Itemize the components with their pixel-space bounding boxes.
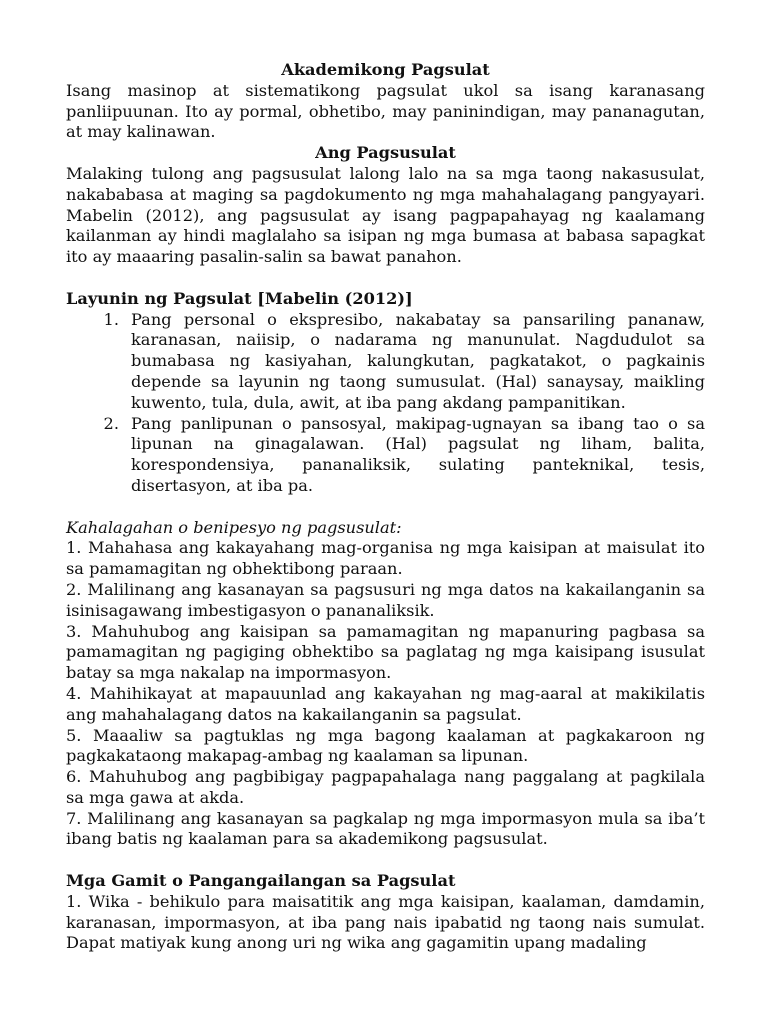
spacer	[66, 268, 705, 289]
kahalagahan-item: 5. Maaaliw sa pagtuklas ng mga bagong kaalaman at pagkakaroon ng pagkakataong makapag-ambag ng kaalaman sa lipunan.	[66, 725, 705, 766]
kahalagahan-item: 2. Malilinang ang kasanayan sa pagsusuri ng mga datos na kakailanganin sa isinisagawang imbestigasyon o pananaliksik.	[66, 579, 705, 620]
kahalagahan-item: 1. Mahahasa ang kakayahang mag-organisa ng mga kaisipan at maisulat ito sa pamamagitan ng obhektibong paraan.	[66, 538, 705, 579]
kahalagahan-heading: Kahalagahan o benipesyo ng pagsusulat:	[66, 517, 402, 537]
kahalagahan-item: 4. Mahihikayat at mapauunlad ang kakayahan ng mag-aaral at makikilatis ang mahahalagang datos na kakailanganin sa pagsulat.	[66, 683, 705, 724]
kahalagahan-item: 3. Mahuhubog ang kaisipan sa pamamagitan ng mapanuring pagbasa sa pamamagitan ng pagiging obhektibo sa paglatag ng mga kaisipang isusulat batay sa mga nakalap na impormasyon.	[66, 621, 705, 683]
list-item	[66, 414, 705, 497]
list-item-number: 1.	[103, 309, 119, 329]
list-item-text: Pang personal o ekspresibo, nakabatay sa pansariling pananaw, karanasan, naiisip, o nadarama ng manunulat. Nagdudulot sa bumabasa ng kasiyahan, kalungkutan, pagkatakot, o pagkainis depende sa layunin ng taong sumusulat. (Hal) sanaysay, maikling kuwento, tula, dula, awit, at iba pang akdang pampanitikan.	[131, 309, 705, 412]
intro-paragraph: Isang masinop at sistematikong pagsulat ukol sa isang karanasang panliipuunan. Ito ay pormal, obhetibo, may paninindigan, may pananagutan, at may kalinawan.	[66, 80, 705, 142]
list-item-text: Pang panlipunan o pansosyal, makipag-ugnayan sa ibang tao o sa lipunan na ginagalawan. (Hal) pagsulat ng liham, balita, korespondensiya, pananaliksik, sulating panteknikal, tesis, disertasyon, at iba pa.	[131, 413, 705, 495]
list-item-number: 2.	[103, 413, 119, 433]
section-title-pagsusulat: Ang Pagsusulat	[315, 143, 456, 163]
layunin-list	[66, 310, 705, 497]
kahalagahan-item: 6. Mahuhubog ang pagbibigay pagpapahalaga nang paggalang at pagkilala sa mga gawa at akda.	[66, 767, 705, 807]
gamit-heading: Mga Gamit o Pangangailangan sa Pagsulat	[66, 871, 456, 891]
layunin-heading: Layunin ng Pagsulat [Mabelin (2012)]	[66, 288, 413, 308]
list-item	[66, 310, 705, 414]
gamit-item: 1. Wika - behikulo para maisatitik ang mga kaisipan, kaalaman, damdamin, karanasan, impormasyon, at iba pang nais ipabatid ng taong nais sumulat. Dapat matiyak kung anong uri ng wika ang gagamitin upang madaling	[66, 891, 705, 953]
spacer	[66, 497, 705, 518]
pagsusulat-paragraph: Malaking tulong ang pagsusulat lalong lalo na sa mga taong nakasusulat, nakababasa at maging sa pagdokumento ng mga mahahalagang pangyayari. Mabelin (2012), ang pagsusulat ay isang pagpapahayag ng kaalamang kailanman ay hindi maglalaho sa isipan ng mga bumasa at babasa sapagkat ito ay maaaring pasalin-salin sa bawat panahon.	[66, 163, 705, 267]
spacer	[66, 850, 705, 871]
kahalagahan-item: 7. Malilinang ang kasanayan sa pagkalap ng mga impormasyon mula sa iba’t ibang batis ng kaalaman para sa akademikong pagsusulat.	[66, 808, 705, 849]
page-title: Akademikong Pagsulat	[281, 60, 490, 79]
